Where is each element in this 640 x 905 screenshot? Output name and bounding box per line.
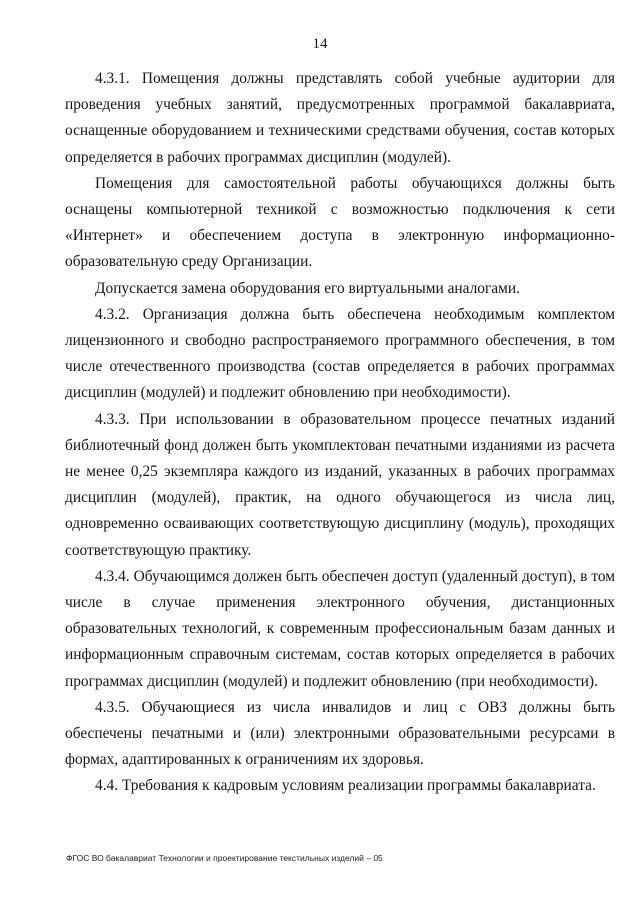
paragraph-4-3-4: 4.3.4. Обучающимся должен быть обеспечен доступ (удаленный доступ), в том числе в случае применения электронного обучения, дистанционных образовательных технологий, к современным профессиональным базам данных и информационным справочным системам, состав которых определяется в рабочих программах дисциплин (модулей) и подлежит обновлению (при необходимости). <box>65 567 615 690</box>
page-footer: ФГОС ВО бакалавриат Технологии и проектирование текстильных изделий – 05 <box>66 853 383 863</box>
paragraph-virtual-analogs: Допускается замена оборудования его виртуальными аналогами. <box>95 279 520 297</box>
paragraph-4-3-1: 4.3.1. Помещения должны представлять собой учебные аудитории для проведения учебных занятий, предусмотренных программой бакалавриата, оснащенные оборудованием и техническими средствами обучения, состав которых определяется в рабочих программах дисциплин (модулей). <box>65 70 615 166</box>
paragraph-4-3-3: 4.3.3. При использовании в образовательном процессе печатных изданий библиотечный фонд должен быть укомплектован печатными изданиями из расчета не менее 0,25 экземпляра каждого из изданий, указанных в рабочих программах дисциплин (модулей), практик, на одного обучающегося из числа лиц, одновременно осваивающих соответствующую дисциплину (модуль), проходящих соответствующую практику. <box>65 410 615 559</box>
page-number: 14 <box>312 36 328 52</box>
paragraph-4-4: 4.4. Требования к кадровым условиям реализации программы бакалавриата. <box>95 777 596 795</box>
paragraph-4-3-5: 4.3.5. Обучающиеся из числа инвалидов и лиц с ОВЗ должны быть обеспечены печатными и (или) электронными образовательными ресурсами в формах, адаптированных к ограничениям их здоровья. <box>65 698 615 769</box>
paragraph-self-study-rooms: Помещения для самостоятельной работы обучающихся должны быть оснащены компьютерной техникой с возможностью подключения к сети «Интернет» и обеспечением доступа в электронную информационно-образовательную среду Организации. <box>65 174 615 271</box>
document-body <box>65 66 615 800</box>
paragraph-4-3-2: 4.3.2. Организация должна быть обеспечена необходимым комплектом лицензионного и свободно распространяемого программного обеспечения, в том числе отечественного производства (состав определяется в рабочих программах дисциплин (модулей) и подлежит обновлению при необходимости). <box>65 305 615 402</box>
